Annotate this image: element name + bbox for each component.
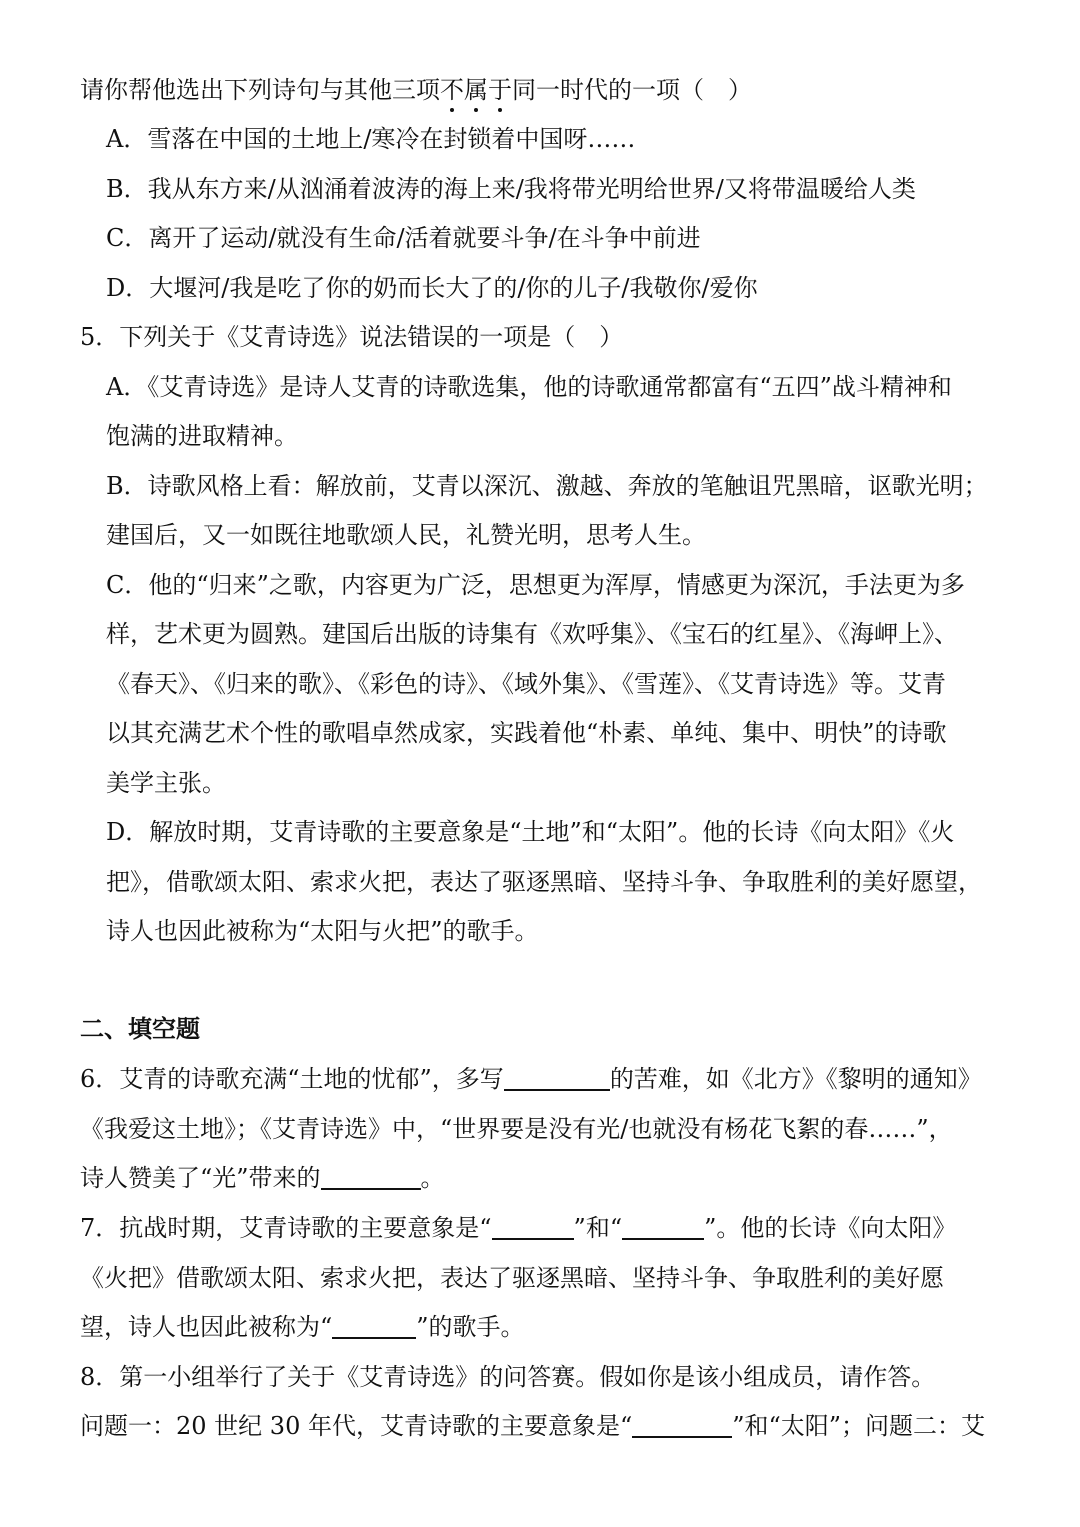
q7-text: 7．抗战时期，艾青诗歌的主要意象是“ [80,1214,492,1242]
q7-line-2: 《火把》借歌颂太阳、索求火把，表达了驱逐黑暗、坚持斗争、争取胜利的美好愿 [80,1264,944,1292]
q5-option-b-cont: 建国后，又一如既往地歌颂人民，礼赞光明，思考人生。 [106,521,706,549]
q8-text: ”和“太阳”；问题二：艾 [732,1412,986,1440]
q4-emphasis-char: 属 [464,76,488,104]
q4-option-d: D．大堰河/我是吃了你的奶而长大了的/你的儿子/我敬你/爱你 [106,274,758,302]
answer-blank[interactable] [622,1214,704,1240]
q7-line-3 [80,1312,1040,1342]
q5-option-a-cont: 饱满的进取精神。 [106,422,298,450]
q5-option-d: D．解放时期，艾青诗歌的主要意象是“土地”和“太阳”。他的长诗《向太阳》《火 [106,818,955,846]
q5-option-c-cont: 《春天》、《归来的歌》、《彩色的诗》、《域外集》、《雪莲》、《艾青诗选》等。艾青 [106,670,946,698]
q5-option-c-cont: 美学主张。 [106,769,226,797]
q5-option-c-cont: 样，艺术更为圆熟。建国后出版的诗集有《欢呼集》、《宝石的红星》、《海岬上》、 [106,620,958,648]
q4-stem [80,75,1040,105]
q6-line-1 [80,1064,1040,1094]
q4-option-b: B．我从东方来/从汹涌着波涛的海上来/我将带光明给世界/又将带温暖给人类 [106,175,916,203]
q6-text: 的苦难，如《北方》《黎明的通知》 [609,1065,982,1093]
q7-text: ”。他的长诗《向太阳》 [704,1214,957,1242]
q6-text: 诗人赞美了“光”带来的 [80,1164,321,1192]
q6-line-2: 《我爱这土地》；《艾青诗选》中，“世界要是没有光/也就没有杨花飞絮的春……”， [80,1115,953,1143]
q4-emphasis-char: 于 [488,76,512,104]
answer-blank[interactable] [321,1164,421,1190]
q7-text: ”的歌手。 [416,1313,525,1341]
q4-option-a: A．雪落在中国的土地上/寒冷在封锁着中国呀…… [106,125,636,153]
q5-option-d-cont: 诗人也因此被称为“太阳与火把”的歌手。 [106,917,539,945]
q4-stem-text: 同一时代的一项（ ） [512,76,752,104]
answer-blank[interactable] [504,1065,610,1091]
q5-option-c: C．他的“归来”之歌，内容更为广泛，思想更为浑厚，情感更为深沉，手法更为多 [106,571,965,599]
q6-text: 6．艾青的诗歌充满“土地的忧郁”，多写 [80,1065,504,1093]
q5-option-c-cont: 以其充满艺术个性的歌唱卓然成家，实践着他“朴素、单纯、集中、明快”的诗歌 [106,719,947,747]
q7-text: ”和“ [573,1214,623,1242]
q6-text: 。 [420,1164,445,1192]
q5-option-b: B．诗歌风格上看：解放前，艾青以深沉、激越、奔放的笔触诅咒黑暗，讴歌光明； [106,472,988,500]
q4-option-c: C．离开了运动/就没有生命/活着就要斗争/在斗争中前进 [106,224,701,252]
answer-blank[interactable] [632,1412,732,1438]
q7-line-1 [80,1213,1040,1243]
q7-text: 望，诗人也因此被称为“ [80,1313,333,1341]
q4-emphasis-char: 不 [440,76,464,104]
q5-stem: 5．下列关于《艾青诗选》说法错误的一项是（ ） [80,323,624,351]
q5-option-a: A．《艾青诗选》是诗人艾青的诗歌选集，他的诗歌通常都富有“五四”战斗精神和 [106,373,952,401]
q6-line-3 [80,1163,1040,1193]
q8-line-2 [80,1411,1040,1441]
answer-blank[interactable] [492,1214,574,1240]
q4-stem-text: 请你帮他选出下列诗句与其他三项 [80,76,440,104]
section-heading: 二、填空题 [80,1014,200,1043]
q8-line-1: 8．第一小组举行了关于《艾青诗选》的问答赛。假如你是该小组成员，请作答。 [80,1363,936,1391]
answer-blank[interactable] [332,1313,416,1339]
q5-option-d-cont: 把》，借歌颂太阳、索求火把，表达了驱逐黑暗、坚持斗争、争取胜利的美好愿望， [106,868,982,896]
q8-text: 问题一：20 世纪 30 年代，艾青诗歌的主要意象是“ [80,1412,633,1440]
